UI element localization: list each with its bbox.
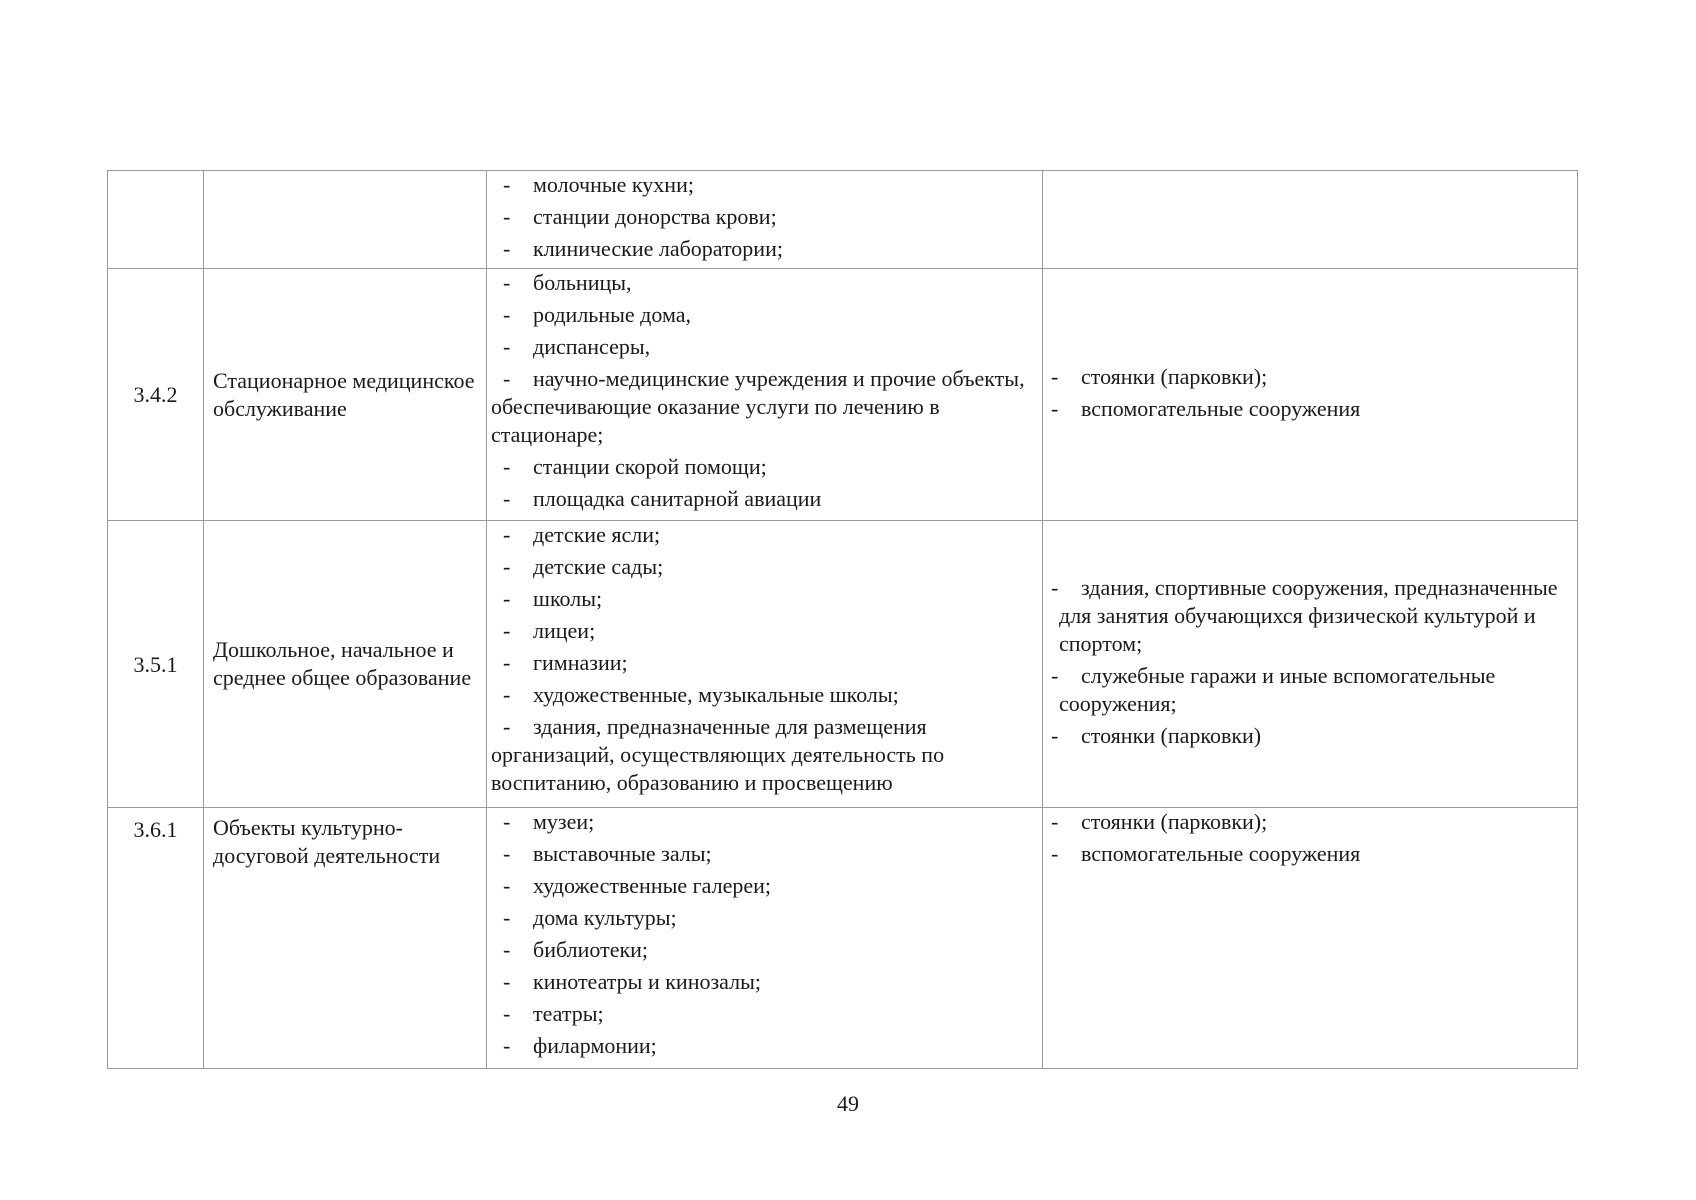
table-row [108,521,1578,808]
table-row [108,171,1578,269]
list-item: - стоянки (парковки); [1051,363,1567,391]
code-cell: 3.5.1 [108,521,204,808]
code-cell: 3.6.1 [108,808,204,1069]
main-uses-list [487,521,1042,797]
list-item: - детские ясли; [491,521,1034,549]
list-item: - здания, спортивные сооружения, предназначенные для занятия обучающихся физической культурой и спортом; [1051,574,1567,658]
list-item: - вспомогательные сооружения [1051,840,1567,868]
list-item: - филармонии; [491,1032,1034,1060]
list-item: - станции донорства крови; [491,203,1034,231]
list-item: - стоянки (парковки); [1051,808,1567,836]
name-cell: Стационарное медицинское обслуживание [204,269,487,521]
list-item: - музеи; [491,808,1034,836]
main-uses-list [487,269,1042,513]
list-item: - научно-медицинские учреждения и прочие объекты, обеспечивающие оказание услуги по лечению в стационаре; [491,365,1034,449]
main-uses-list [487,808,1042,1060]
table-row [108,269,1578,521]
list-item: - вспомогательные сооружения [1051,395,1567,423]
aux-uses-cell [1043,808,1578,1069]
main-uses-list [487,171,1042,263]
list-item: - кинотеатры и кинозалы; [491,968,1034,996]
list-item: - художественные, музыкальные школы; [491,681,1034,709]
list-item: - служебные гаражи и иные вспомогательные сооружения; [1051,662,1567,718]
aux-uses-list [1043,574,1577,750]
main-uses-cell [487,171,1043,269]
list-item: - дома культуры; [491,904,1034,932]
list-item: - клинические лаборатории; [491,235,1034,263]
list-item: - школы; [491,585,1034,613]
main-uses-cell [487,808,1043,1069]
list-item: - выставочные залы; [491,840,1034,868]
list-item: - больницы, [491,269,1034,297]
list-item: - станции скорой помощи; [491,453,1034,481]
code-cell: 3.4.2 [108,269,204,521]
main-uses-cell [487,521,1043,808]
list-item: - детские сады; [491,553,1034,581]
aux-uses-cell [1043,171,1578,269]
name-cell [204,171,487,269]
aux-uses-list [1043,363,1577,423]
name-cell: Дошкольное, начальное и среднее общее образование [204,521,487,808]
aux-uses-cell [1043,521,1578,808]
list-item: - молочные кухни; [491,171,1034,199]
list-item: - библиотеки; [491,936,1034,964]
list-item: - здания, предназначенные для размещения организаций, осуществляющих деятельность по воспитанию, образованию и просвещению [491,713,1034,797]
aux-uses-list [1043,808,1577,868]
list-item: - гимназии; [491,649,1034,677]
name-cell: Объекты культурно-досуговой деятельности [204,808,487,1069]
list-item: - диспансеры, [491,333,1034,361]
list-item: - театры; [491,1000,1034,1028]
list-item: - площадка санитарной авиации [491,485,1034,513]
page-number: 49 [837,1091,859,1116]
list-item: - родильные дома, [491,301,1034,329]
aux-uses-cell [1043,269,1578,521]
list-item: - художественные галереи; [491,872,1034,900]
list-item: - лицеи; [491,617,1034,645]
list-item: - стоянки (парковки) [1051,722,1567,750]
land-use-table [107,170,1578,1069]
table-row [108,808,1578,1069]
code-cell [108,171,204,269]
main-uses-cell [487,269,1043,521]
